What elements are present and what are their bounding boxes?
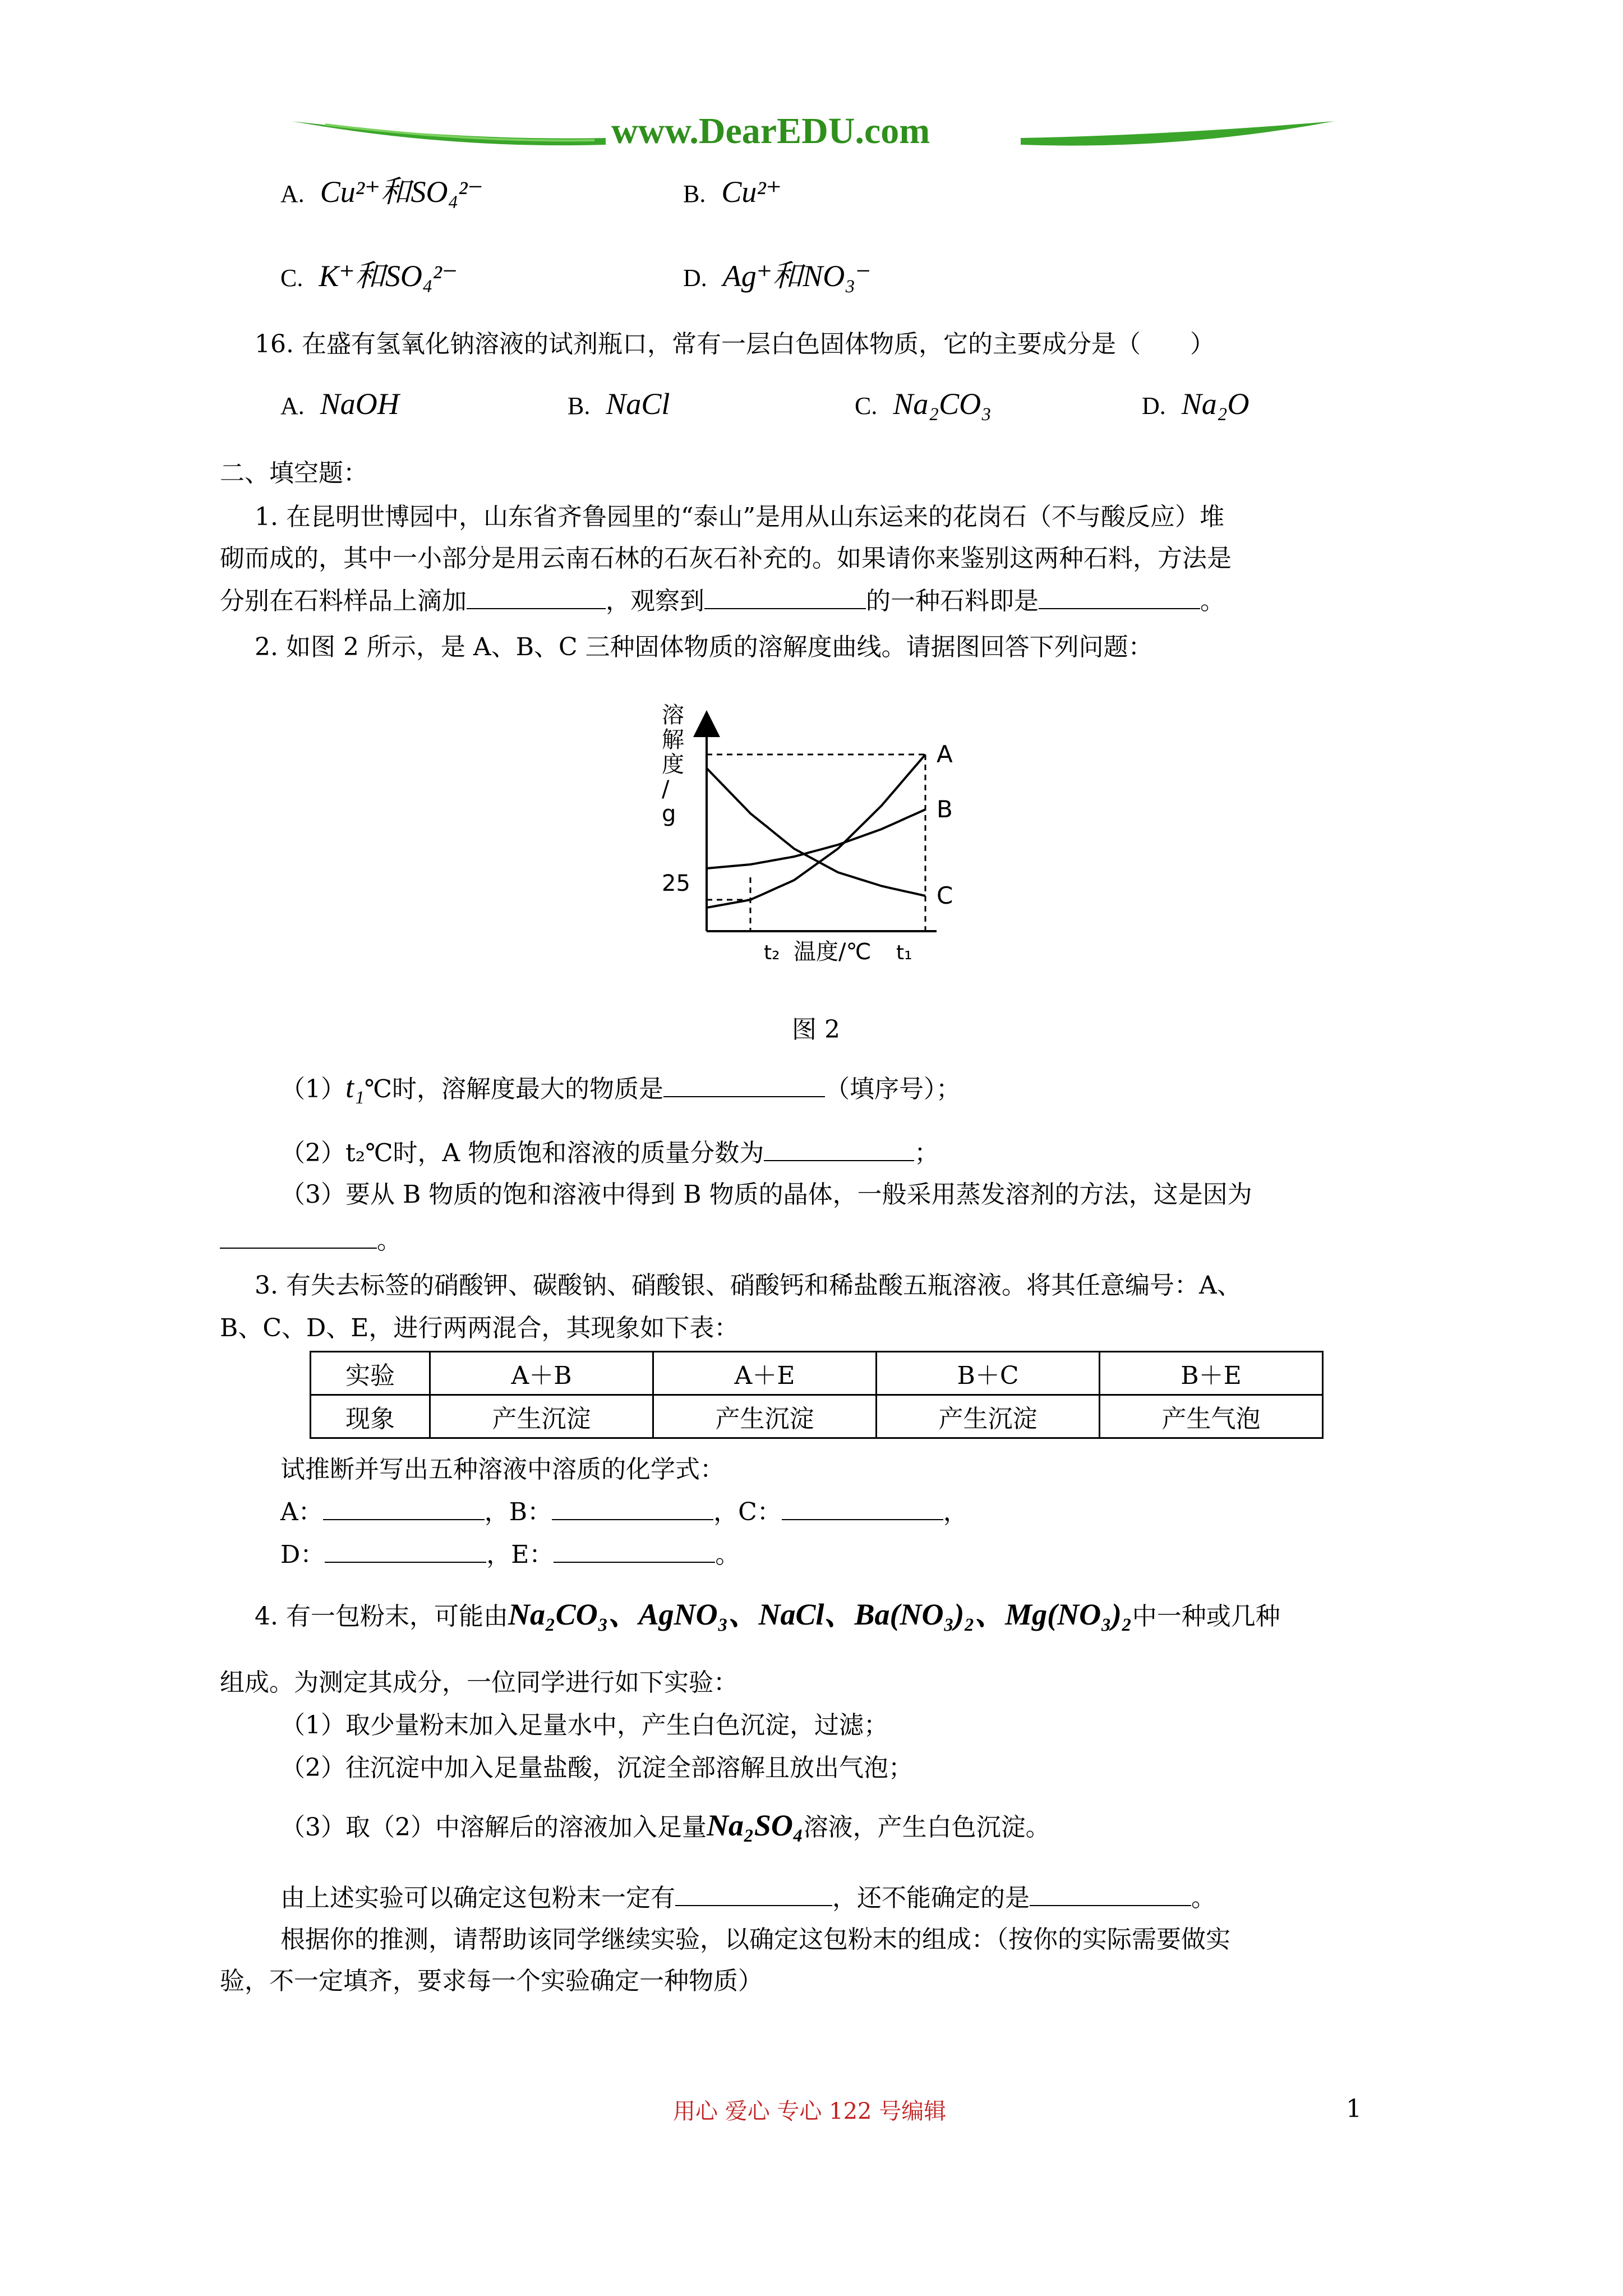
table-cell: A＋E [653,1352,877,1395]
table-cell: 产生沉淀 [430,1395,653,1438]
q2-stem: 2. 如图 2 所示，是 A、B、C 三种固体物质的溶解度曲线。请据图回答下列问题： [255,633,1153,661]
q2-sub2: （2）t₂℃时，A 物质饱和溶液的质量分数为 ； [280,1135,939,1170]
y-label-char: g [662,801,676,827]
q4-further-2: 验，不一定填齐，要求每一个实验确定一种物质） [220,1967,763,1995]
q2-sub3-tail: 。 [220,1223,402,1258]
q3-blank-e [554,1537,715,1563]
q3-line2: B、C、D、E，进行两两混合，其现象如下表： [220,1314,739,1342]
x-tick-t2: t₂ [764,941,780,964]
experiment-table [310,1351,1324,1439]
solubility-chart [645,696,981,970]
footer-text: 用心 爱心 专心 122 号编辑 [673,2099,947,2124]
banner-logo-text: www.DearEDU.com [611,111,930,151]
q16-stem: 16. 在盛有氢氧化钠溶液的试剂瓶口，常有一层白色固体物质，它的主要成分是（ ） [255,330,1215,358]
table-cell: 实验 [311,1352,430,1395]
q15-option-c: C. K⁺和SO₄²⁻ [280,259,458,293]
q4-further-1: 根据你的推测，请帮助该同学继续实验，以确定这包粉末的组成：（按你的实际需要做实 [280,1925,1230,1954]
section-title: 二、填空题： [220,459,368,487]
q15-option-d: D. Ag⁺和NO₃⁻ [683,259,872,293]
q4-line2: 组成。为测定其成分，一位同学进行如下实验： [220,1668,738,1697]
q16-option-a: A. NaOH [280,387,399,421]
q2-sub1: （1）t₁℃时，溶解度最大的物质是 （填序号）； [280,1070,961,1104]
q3-blank-c [782,1494,943,1520]
q3-line1: 3. 有失去标签的硝酸钾、碳酸钠、硝酸银、硝酸钙和稀盐酸五瓶溶液。将其任意编号：A、 [255,1271,1242,1300]
curve-label-a: A [937,740,953,768]
q4-blank-1 [675,1880,832,1906]
table-row [311,1395,1323,1438]
q4-formulas: Na₂CO₃、AgNO₃、NaCl、Ba(NO₃)₂、Mg(NO₃)₂ [508,1598,1132,1631]
y-tick-25: 25 [662,871,690,896]
figure-caption: 图 2 [792,1015,840,1044]
y-label-char: 溶 [662,702,684,728]
table-cell: 现象 [311,1395,430,1438]
dashed-guides [707,754,925,931]
q4-conclusion: 由上述实验可以确定这包粉末一定有 ，还不能确定的是 。 [280,1880,1216,1915]
q2-blank-1 [663,1071,825,1097]
q1-line3: 分别在石料样品上滴加 ，观察到 的一种石料即是 。 [220,583,1225,618]
q3-fill-1: A： ，B： ，C： ， [280,1494,968,1529]
q3-prompt: 试推断并写出五种溶液中溶质的化学式： [280,1455,725,1484]
q4-line1: 4. 有一包粉末，可能由Na₂CO₃、AgNO₃、NaCl、Ba(NO₃)₂、Mg(NO₃)₂中一种或几种 [255,1598,1280,1631]
q1-line2: 砌而成的，其中一小部分是用云南石林的石灰石补充的。如果请你来鉴别这两种石料，方法是 [220,544,1232,573]
q15-option-b: B. Cu²⁺ [683,175,782,209]
q1-blank-1 [467,583,606,609]
q2-blank-2 [764,1135,914,1161]
q3-blank-a [323,1494,485,1520]
q1-blank-3 [1039,583,1200,609]
table-cell: A＋B [430,1352,653,1395]
y-label-char: / [662,776,670,802]
table-cell: B＋C [877,1352,1100,1395]
page-number: 1 [1346,2095,1362,2123]
y-label-char: 度 [662,752,684,777]
x-tick-t1: t₁ [896,941,912,964]
q16-option-d: D. Na₂O [1142,387,1249,421]
curve-a [707,754,925,908]
q4-step2: （2）往沉淀中加入足量盐酸，沉淀全部溶解且放出气泡； [280,1754,913,1782]
q1-line1: 1. 在昆明世博园中，山东省齐鲁园里的“泰山”是用从山东运来的花岗石（不与酸反应）堆 [255,503,1224,531]
table-cell: B＋E [1100,1352,1323,1395]
curve-label-b: B [937,795,953,823]
q3-blank-d [325,1537,486,1563]
y-label-char: 解 [662,727,684,753]
table-cell: 产生沉淀 [653,1395,877,1438]
q16-option-c: C. Na₂CO₃ [855,387,992,421]
q4-step3: （3）取（2）中溶解后的溶液加入足量Na₂SO₄溶液，产生白色沉淀。 [280,1809,1050,1842]
q4-blank-2 [1030,1880,1191,1906]
curve-label-c: C [937,882,953,909]
table-cell: 产生气泡 [1100,1395,1323,1438]
q1-blank-2 [704,583,866,609]
q4-step1: （1）取少量粉末加入足量水中，产生白色沉淀，过滤； [280,1711,888,1740]
q15-option-a: A. Cu²⁺和SO₄²⁻ [280,175,483,209]
q2-sub3: （3）要从 B 物质的饱和溶液中得到 B 物质的晶体，一般采用蒸发溶剂的方法，这是因为 [280,1180,1252,1209]
q3-blank-b [552,1494,713,1520]
q3-fill-2: D： ，E： 。 [280,1537,740,1572]
y-axis-label [662,702,684,827]
table-row [311,1352,1323,1395]
q2-blank-3 [220,1223,377,1249]
x-axis-label: 温度/℃ [794,939,872,965]
curve-c [707,769,925,896]
na2so4-formula: Na₂SO₄ [707,1809,804,1842]
q16-option-b: B. NaCl [568,387,670,421]
t1-symbol: t₁ [345,1070,365,1104]
curves [707,754,925,908]
table-cell: 产生沉淀 [877,1395,1100,1438]
